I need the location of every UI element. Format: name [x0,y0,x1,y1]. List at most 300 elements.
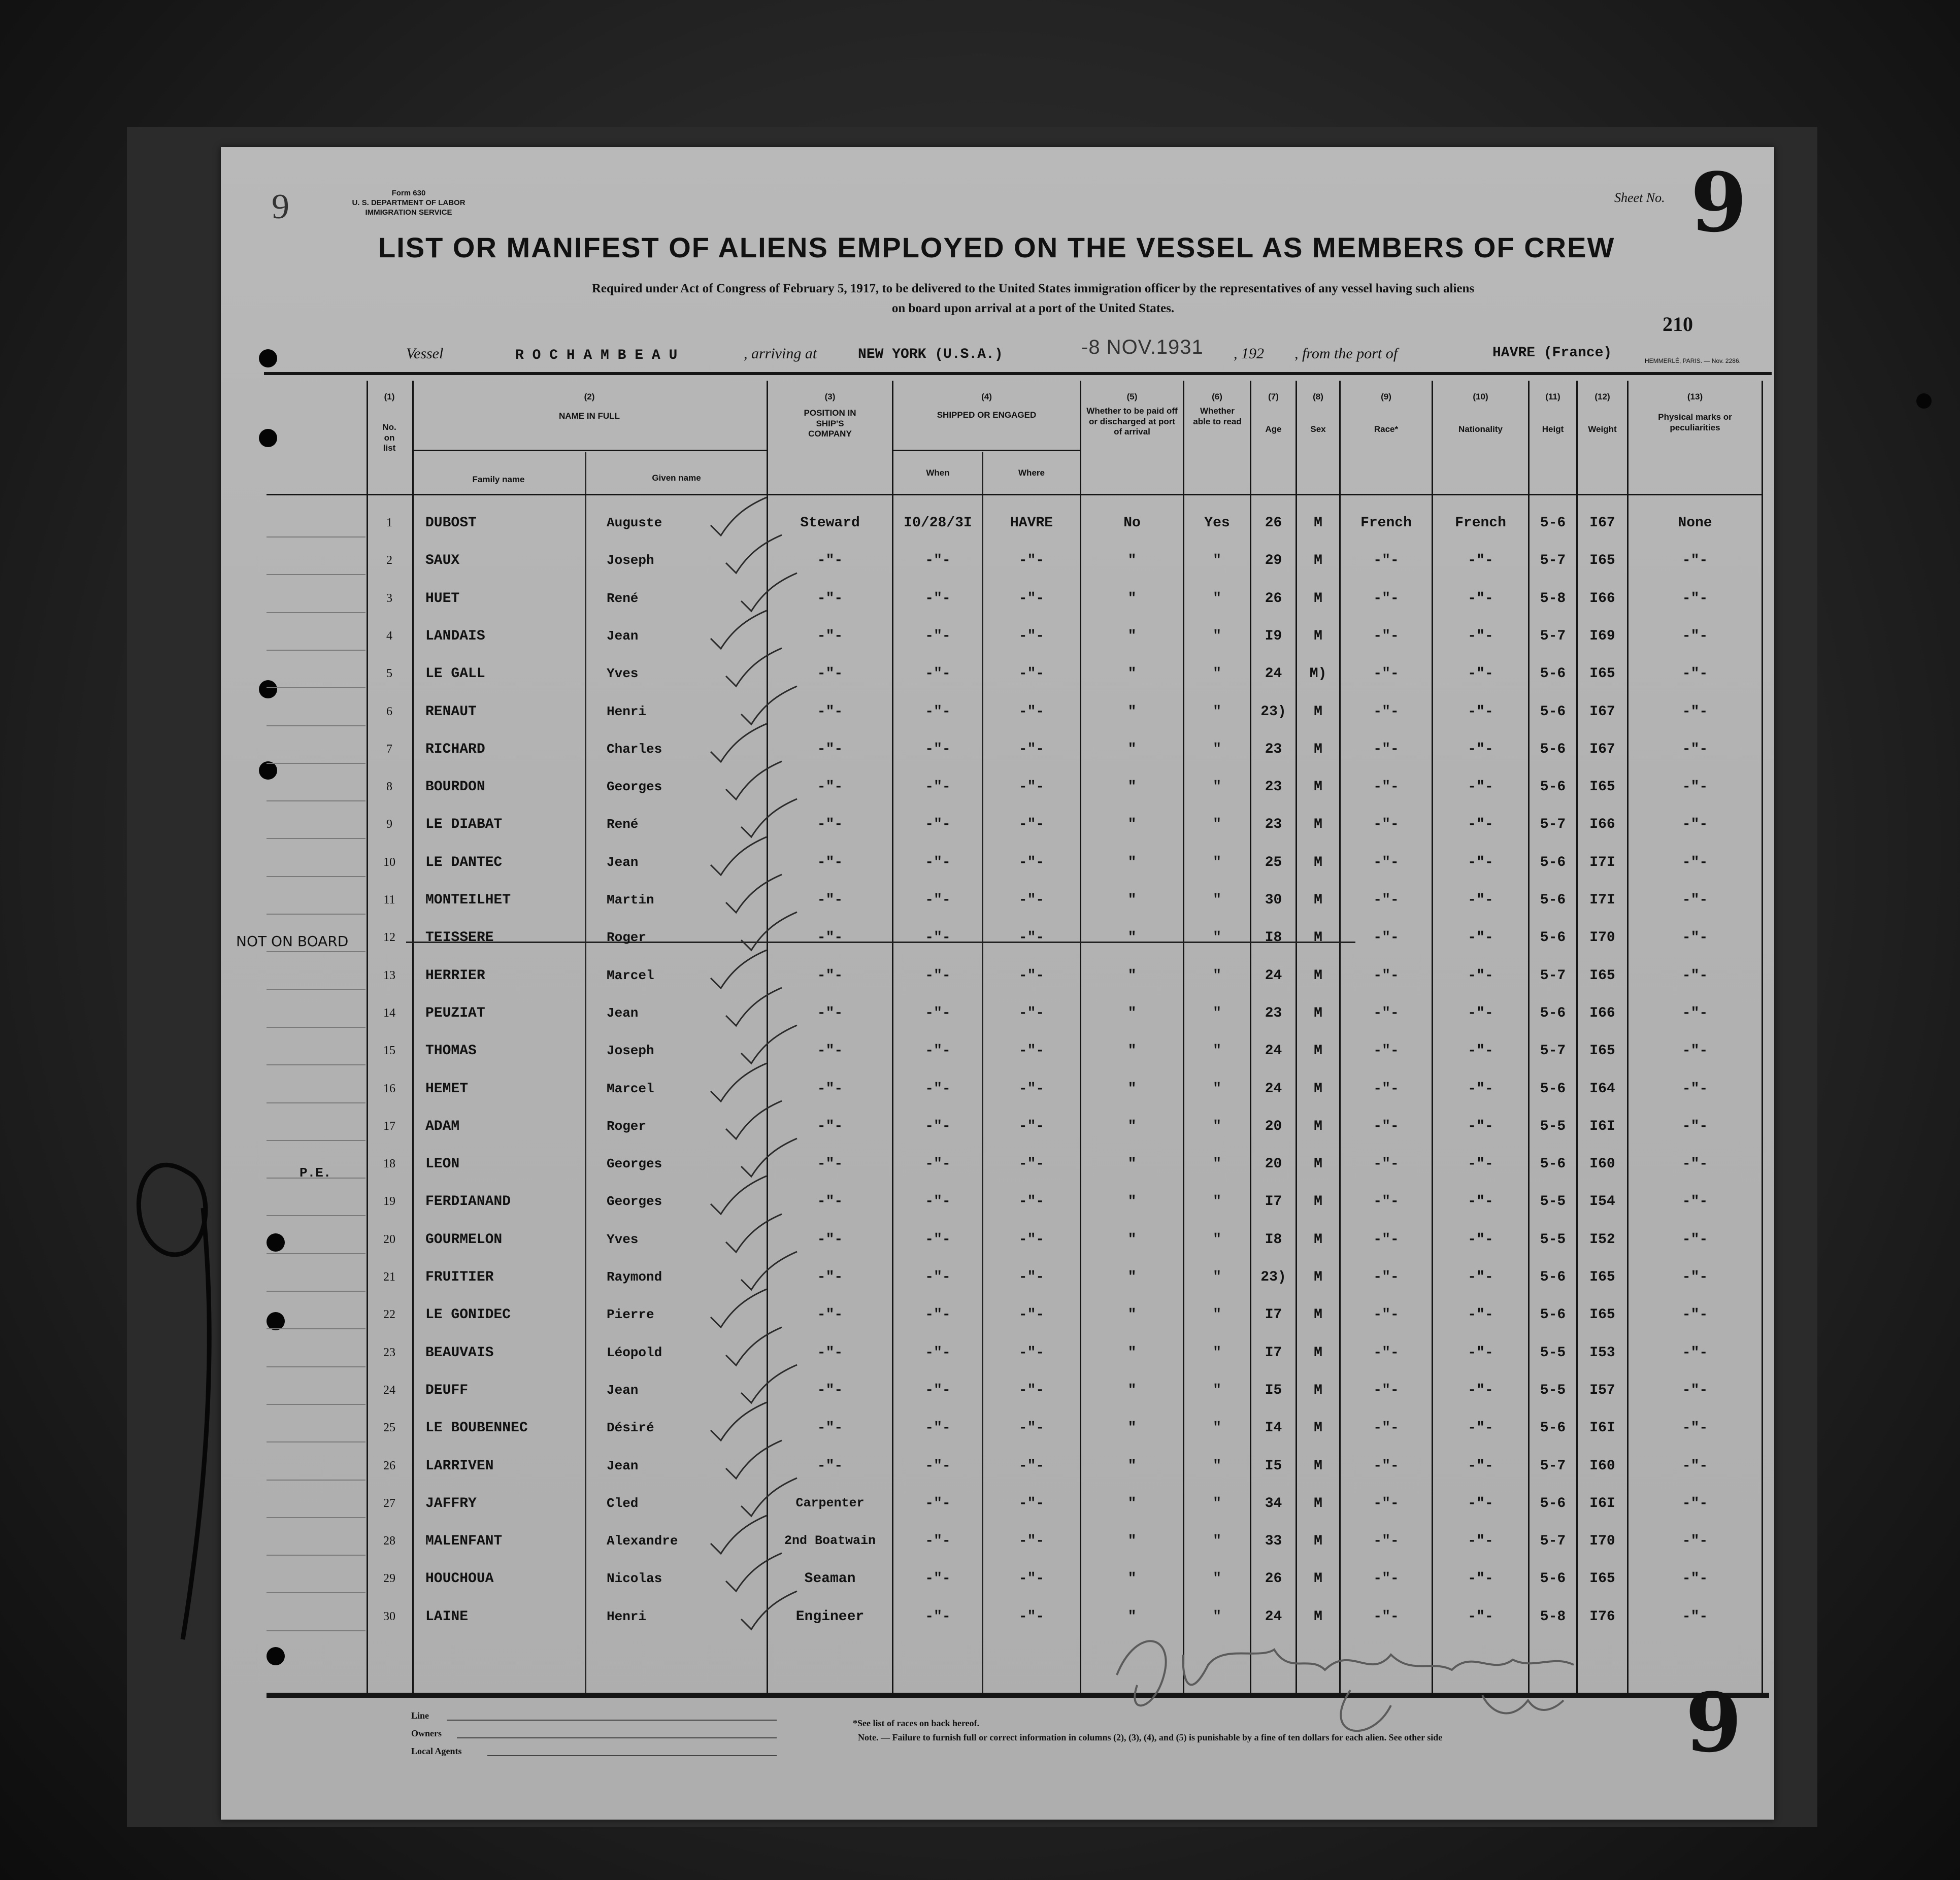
cell-given-name: Henri [607,703,647,719]
cell-position: -"- [817,1005,843,1021]
cell-paid-off: No [1123,515,1141,531]
cell-given-name: Georges [607,1156,662,1172]
cell-race: -"- [1373,741,1399,757]
cell-family-name: PEUZIAT [425,1005,485,1021]
cell-able-to-read: " [1213,1382,1221,1398]
cell-shipped-when: -"- [925,1345,951,1361]
cell-height: 5-6 [1540,1420,1566,1436]
cell-marks: -"- [1682,1118,1708,1134]
cell-given-name: Marcel [607,1081,654,1096]
cell-list-number: 21 [383,1270,395,1284]
cell-list-number: 11 [383,893,395,907]
cell-shipped-when: -"- [925,1307,951,1323]
cell-age: 24 [1265,967,1282,984]
margin-note-not-on-board: NOT ON BOARD [236,933,349,950]
cell-height: 5-5 [1540,1194,1566,1210]
cell-given-name: Jean [607,628,639,644]
cell-shipped-where: -"- [1018,1194,1045,1210]
cell-shipped-where: -"- [1018,590,1045,607]
cell-list-number: 9 [386,818,392,831]
cell-weight: I6I [1589,1118,1615,1134]
cell-given-name: Georges [607,1194,662,1210]
cell-age: I5 [1265,1458,1282,1474]
handwritten-nine-corner: 9 [272,187,289,226]
list-number: 210 [1663,313,1693,335]
header-bottom-rule [267,494,1762,495]
cell-shipped-when: -"- [925,666,951,682]
cell-list-number: 30 [383,1609,395,1623]
row-rule [267,1215,366,1216]
cell-paid-off: " [1127,892,1137,908]
cell-weight: I60 [1589,1156,1615,1172]
cell-able-to-read: " [1213,1533,1221,1550]
cell-position: -"- [817,892,843,908]
cell-family-name: JAFFRY [425,1495,477,1512]
cell-nationality: -"- [1468,703,1493,720]
cell-nationality: -"- [1468,779,1493,795]
col-nationality-header: (10) Nationality [1458,392,1503,434]
cell-race: -"- [1373,1382,1399,1398]
cell-height: 5-7 [1540,553,1566,569]
cell-age: 24 [1265,1043,1282,1059]
cell-marks: -"- [1682,1345,1708,1361]
cell-nationality: -"- [1468,1269,1493,1285]
cell-given-name: Yves [607,1231,639,1247]
cell-weight: I52 [1589,1231,1615,1248]
cell-nationality: -"- [1468,854,1493,870]
cell-shipped-when: -"- [925,1458,951,1474]
cell-list-number: 27 [383,1496,395,1510]
col-when-header: When [926,468,950,478]
cell-marks: -"- [1682,628,1708,644]
cell-shipped-when: -"- [925,1495,951,1512]
cell-position: Seaman [804,1571,856,1587]
cell-paid-off: " [1127,779,1137,795]
cell-given-name: René [607,590,639,606]
cell-height: 5-6 [1540,779,1566,795]
cell-height: 5-7 [1540,817,1566,833]
cell-list-number: 10 [383,855,395,869]
cell-nationality: -"- [1468,1231,1493,1248]
row-rule [267,1592,366,1593]
cell-marks: -"- [1682,1420,1708,1436]
cell-paid-off: " [1127,1118,1137,1134]
cell-age: 26 [1265,590,1282,607]
cell-height: 5-7 [1540,967,1566,984]
cell-weight: I64 [1589,1081,1615,1097]
cell-height: 5-6 [1540,930,1566,946]
cell-sex: M [1314,892,1322,908]
cell-sex: M [1314,703,1322,720]
cell-position: -"- [817,1118,843,1134]
cell-height: 5-6 [1540,1571,1566,1587]
cell-marks: -"- [1682,1571,1708,1587]
cell-able-to-read: " [1213,967,1221,984]
sheet-label: Sheet No. [1614,190,1665,205]
cell-position: -"- [817,1081,843,1097]
cell-race: -"- [1373,1156,1399,1172]
cell-shipped-when: -"- [925,1194,951,1210]
cell-age: I8 [1265,930,1282,946]
cell-race: -"- [1373,1081,1399,1097]
cell-family-name: RICHARD [425,741,485,757]
cell-family-name: LE BOUBENNEC [425,1420,528,1436]
cell-marks: -"- [1682,1458,1708,1474]
cell-nationality: -"- [1468,930,1493,946]
cell-position: -"- [817,1269,843,1285]
cell-shipped-when: -"- [925,1420,951,1436]
cell-marks: -"- [1682,1156,1708,1172]
cell-able-to-read: " [1213,1269,1221,1285]
row-rule [267,1441,366,1442]
cell-nationality: -"- [1468,553,1493,569]
cell-marks: None [1678,515,1712,531]
cell-shipped-when: I0/28/3I [904,515,972,531]
cell-given-name: Désiré [607,1420,654,1436]
cell-weight: I65 [1589,666,1615,682]
cell-list-number: 14 [383,1006,395,1020]
cell-given-name: Léopold [607,1345,662,1360]
cell-shipped-when: -"- [925,779,951,795]
cell-race: -"- [1373,779,1399,795]
date-stamp: -8 NOV.1931 [1081,336,1204,358]
cell-given-name: Raymond [607,1269,662,1285]
col-weight-header: (12) Weight [1588,392,1617,434]
cell-shipped-when: -"- [925,1118,951,1134]
cell-height: 5-6 [1540,1495,1566,1512]
cell-list-number: 22 [383,1308,395,1322]
cell-able-to-read: " [1213,1118,1221,1134]
cell-race: -"- [1373,1608,1399,1625]
cell-position: -"- [817,590,843,607]
cell-position: -"- [817,1420,843,1436]
cell-marks: -"- [1682,1043,1708,1059]
races-note: *See list of races on back hereof. [853,1718,980,1728]
cell-paid-off: " [1127,1269,1137,1285]
cell-sex: M [1314,1420,1322,1436]
cell-list-number: 25 [383,1421,395,1435]
row-rule [267,1102,366,1103]
cell-list-number: 13 [383,968,395,982]
cell-sex: M [1314,1495,1322,1512]
cell-shipped-where: -"- [1018,967,1045,984]
cell-position: -"- [817,703,843,720]
cell-position: -"- [817,666,843,682]
cell-age: 23 [1265,741,1282,757]
cell-list-number: 1 [386,516,392,529]
cell-weight: I6I [1589,1495,1615,1512]
cell-sex: M [1314,1081,1322,1097]
form-number: Form 630 [391,189,426,197]
local-agents-label: Local Agents [411,1746,462,1756]
cell-family-name: DEUFF [425,1382,469,1398]
cell-race: -"- [1373,666,1399,682]
cell-race: -"- [1373,1307,1399,1323]
cell-given-name: René [607,817,639,832]
col-given-header: Given name [652,473,701,483]
cell-nationality: -"- [1468,1156,1493,1172]
cell-height: 5-6 [1540,1156,1566,1172]
cell-shipped-when: -"- [925,854,951,870]
cell-weight: I7I [1589,892,1615,908]
cell-marks: -"- [1682,1005,1708,1021]
row-rule [267,1328,366,1329]
cell-age: I5 [1265,1382,1282,1398]
cell-nationality: -"- [1468,1420,1493,1436]
owners-rule [457,1737,777,1738]
cell-race: -"- [1373,590,1399,607]
cell-paid-off: " [1127,1495,1137,1512]
cell-sex: M [1314,1345,1322,1361]
cell-height: 5-7 [1540,628,1566,644]
cell-position: -"- [817,553,843,569]
agents-rule [487,1755,777,1756]
cell-sex: M [1314,1382,1322,1398]
cell-given-name: Roger [607,930,647,946]
cell-given-name: Auguste [607,515,662,530]
cell-shipped-where: HAVRE [1010,515,1053,531]
cell-shipped-where: -"- [1018,1005,1045,1021]
cell-position: -"- [817,967,843,984]
cell-weight: I67 [1589,703,1615,720]
cell-nationality: -"- [1468,741,1493,757]
cell-nationality: -"- [1468,1382,1493,1398]
cell-position: Steward [800,515,860,531]
cell-weight: I70 [1589,1533,1615,1550]
cell-sex: M [1314,1194,1322,1210]
col-height-header: (11) Heigt [1542,392,1564,434]
arriving-port: NEW YORK (U.S.A.) [858,347,1003,362]
cell-shipped-when: -"- [925,1156,951,1172]
cell-paid-off: " [1127,1005,1137,1021]
row-rule [267,1366,366,1367]
cell-weight: I69 [1589,628,1615,644]
cell-sex: M [1314,1156,1322,1172]
cell-race: -"- [1373,628,1399,644]
cell-list-number: 16 [383,1082,395,1095]
cell-nationality: -"- [1468,1307,1493,1323]
row-rule [267,838,366,839]
cell-marks: -"- [1682,553,1708,569]
cell-race: -"- [1373,1495,1399,1512]
cell-paid-off: " [1127,1194,1137,1210]
cell-list-number: 2 [386,554,392,567]
cell-able-to-read: " [1213,1307,1221,1323]
cell-list-number: 28 [383,1534,395,1548]
cell-position: -"- [817,1043,843,1059]
cell-nationality: -"- [1468,1608,1493,1625]
cell-shipped-where: -"- [1018,1156,1045,1172]
cell-position: -"- [817,1382,843,1398]
binder-hole [267,1233,285,1252]
cell-position: -"- [817,628,843,644]
cell-shipped-when: -"- [925,553,951,569]
cell-paid-off: " [1127,1533,1137,1550]
cell-age: 24 [1265,1081,1282,1097]
cell-family-name: LE DIABAT [425,817,503,833]
cell-able-to-read: " [1213,553,1221,569]
cell-shipped-when: -"- [925,1382,951,1398]
cell-shipped-where: -"- [1018,817,1045,833]
cell-shipped-where: -"- [1018,1043,1045,1059]
cell-race: -"- [1373,1005,1399,1021]
cell-paid-off: " [1127,628,1137,644]
col-family-header: Family name [472,475,525,484]
cell-race: -"- [1373,930,1399,946]
row-rule [267,1630,366,1631]
cell-shipped-where: -"- [1018,1495,1045,1512]
row-rule [267,536,366,538]
cell-list-number: 23 [383,1346,395,1359]
cell-age: 29 [1265,553,1282,569]
cell-position: -"- [817,930,843,946]
cell-able-to-read: " [1213,1043,1221,1059]
cell-paid-off: " [1127,854,1137,870]
binder-hole [259,349,277,367]
cell-given-name: Pierre [607,1307,654,1323]
cell-family-name: FRUITIER [425,1269,494,1285]
cell-shipped-where: -"- [1018,666,1045,682]
cell-given-name: Roger [607,1118,647,1134]
col-position-header: (3) POSITION IN SHIP'S COMPANY [804,392,856,439]
cell-able-to-read: " [1213,628,1221,644]
cell-weight: I54 [1589,1194,1615,1210]
cell-age: 34 [1265,1495,1282,1512]
cell-able-to-read: " [1213,1608,1221,1625]
cell-position: 2nd Boatwain [784,1533,876,1549]
cell-family-name: LE GALL [425,666,485,682]
cell-list-number: 17 [383,1119,395,1133]
cell-age: I7 [1265,1345,1282,1361]
cell-race: French [1360,515,1412,531]
cell-shipped-where: -"- [1018,779,1045,795]
col-paid-header: (5) Whether to be paid off or discharged at port of arrival [1086,392,1178,437]
cell-sex: M [1314,1307,1322,1323]
cell-shipped-when: -"- [925,1005,951,1021]
owners-label: Owners [411,1728,442,1738]
cell-paid-off: " [1127,967,1137,984]
cell-sex: M [1314,854,1322,870]
cell-paid-off: " [1127,1081,1137,1097]
row-rule [267,1555,366,1556]
document-title: LIST OR MANIFEST OF ALIENS EMPLOYED ON THE VESSEL AS MEMBERS OF CREW [378,231,1615,263]
cell-sex: M [1314,1458,1322,1474]
cell-race: -"- [1373,967,1399,984]
cell-family-name: LAINE [425,1608,469,1625]
row-rule [267,1140,366,1141]
department-name: U. S. DEPARTMENT OF LABOR [352,198,466,207]
cell-nationality: -"- [1468,967,1493,984]
cell-shipped-where: -"- [1018,628,1045,644]
cell-nationality: -"- [1468,590,1493,607]
row-rule [267,574,366,575]
cell-sex: M [1314,967,1322,984]
vessel-label: Vessel [406,345,444,362]
cell-paid-off: " [1127,1231,1137,1248]
cell-paid-off: " [1127,590,1137,607]
cell-age: I4 [1265,1420,1282,1436]
sheet-number: 9 [1690,155,1747,250]
cell-weight: I6I [1589,1420,1615,1436]
cell-able-to-read: " [1213,1005,1221,1021]
line-rule [447,1720,777,1721]
cell-height: 5-6 [1540,741,1566,757]
cell-position: -"- [817,1307,843,1323]
row-rule [267,1253,366,1254]
row-rule [267,1404,366,1405]
cell-age: I9 [1265,628,1282,644]
cell-given-name: Charles [607,741,662,757]
cell-race: -"- [1373,1571,1399,1587]
cell-shipped-where: -"- [1018,703,1045,720]
cell-age: 23) [1260,1269,1286,1285]
cell-marks: -"- [1682,1231,1708,1248]
cell-sex: M [1314,590,1322,607]
header-rule [264,372,1772,375]
margin-handwritten-nine [102,1106,234,1716]
cell-age: 25 [1265,854,1282,870]
cell-list-number: 6 [386,704,392,718]
cell-height: 5-6 [1540,1269,1566,1285]
cell-nationality: -"- [1468,1533,1493,1550]
cell-weight: I65 [1589,1307,1615,1323]
cell-race: -"- [1373,1118,1399,1134]
cell-marks: -"- [1682,1081,1708,1097]
cell-age: 33 [1265,1533,1282,1550]
cell-sex: M [1314,1571,1322,1587]
cell-position: Engineer [795,1608,865,1625]
cell-sex: M [1314,817,1322,833]
cell-shipped-where: -"- [1018,1081,1045,1097]
cell-family-name: THOMAS [425,1043,477,1059]
cell-weight: I66 [1589,590,1615,607]
year-label: , 192 [1234,345,1264,362]
cell-nationality: -"- [1468,666,1493,682]
cell-family-name: HEMET [425,1081,469,1097]
cell-position: -"- [817,1345,843,1361]
cell-height: 5-7 [1540,1043,1566,1059]
col-read-header: (6) Whether able to read [1193,392,1242,426]
header-subrule [892,450,1080,451]
cell-nationality: -"- [1468,1081,1493,1097]
cell-position: -"- [817,817,843,833]
cell-position: -"- [817,779,843,795]
cell-height: 5-6 [1540,666,1566,682]
binder-hole [267,1647,285,1665]
cell-sex: M [1314,741,1322,757]
cell-nationality: -"- [1468,1495,1493,1512]
cell-shipped-when: -"- [925,892,951,908]
cell-sex: M [1314,628,1322,644]
cell-given-name: Cled [607,1495,639,1511]
cell-nationality: French [1455,515,1506,531]
cell-marks: -"- [1682,590,1708,607]
cell-list-number: 26 [383,1459,395,1472]
cell-weight: I67 [1589,741,1615,757]
cell-age: 23 [1265,817,1282,833]
row-rule [267,763,366,764]
cell-shipped-where: -"- [1018,854,1045,870]
cell-shipped-when: -"- [925,1081,951,1097]
from-port: HAVRE (France) [1492,345,1612,361]
cell-given-name: Alexandre [607,1533,678,1549]
cell-weight: I65 [1589,779,1615,795]
cell-nationality: -"- [1468,1571,1493,1587]
cell-marks: -"- [1682,1307,1708,1323]
fine-note: Note. — Failure to furnish full or correct information in columns (2), (3), (4), and (5) is punishable by a fine of ten dollars for each alien. See other side [858,1732,1443,1742]
cell-family-name: BEAUVAIS [425,1345,494,1361]
cell-given-name: Joseph [607,1043,654,1059]
